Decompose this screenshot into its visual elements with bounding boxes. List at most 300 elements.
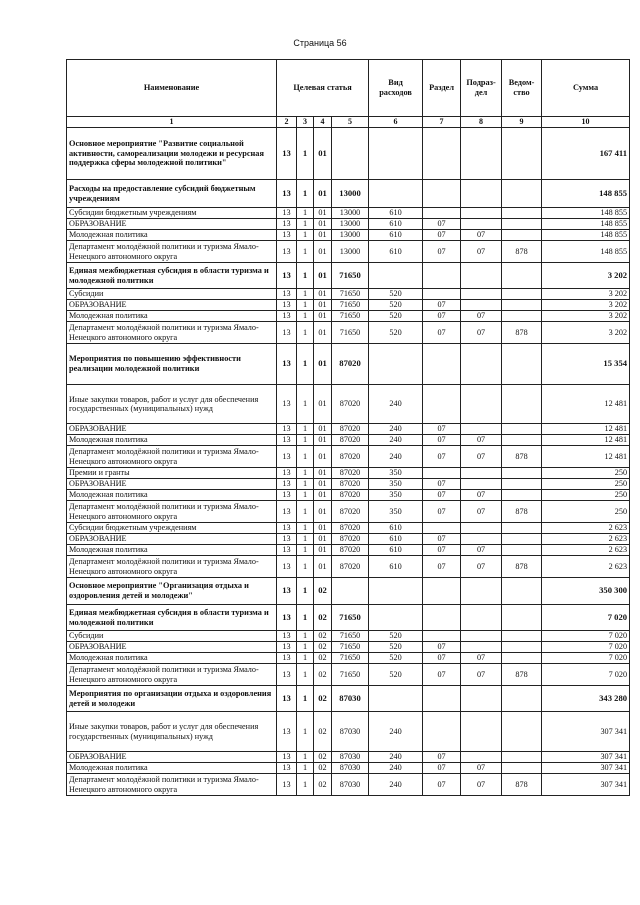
cell-name: ОБРАЗОВАНИЕ (67, 642, 277, 653)
table-row (67, 241, 630, 263)
cell-amount: 12 481 (542, 446, 630, 468)
cell-amount: 250 (542, 479, 630, 490)
column-number: 7 (423, 117, 461, 128)
cell-event: 01 (314, 241, 332, 263)
cell-name: Единая межбюджетная субсидия в области туризма и молодежной политики (67, 605, 277, 631)
cell-event: 01 (314, 180, 332, 208)
cell-department (502, 712, 542, 752)
cell-name: Субсидии бюджетным учреждениям (67, 523, 277, 534)
cell-expense-type: 520 (369, 653, 423, 664)
cell-amount: 7 020 (542, 664, 630, 686)
cell-section (423, 385, 461, 424)
cell-subprogram: 1 (297, 424, 314, 435)
cell-program: 13 (277, 605, 297, 631)
cell-event: 01 (314, 289, 332, 300)
column-number: 2 (277, 117, 297, 128)
cell-subsection: 07 (461, 241, 502, 263)
cell-name: Иные закупки товаров, работ и услуг для обеспечения государственных (муниципальных) нужд (67, 712, 277, 752)
cell-program: 13 (277, 208, 297, 219)
cell-expense-type: 520 (369, 631, 423, 642)
cell-subsection: 07 (461, 664, 502, 686)
column-number: 3 (297, 117, 314, 128)
cell-amount: 167 411 (542, 128, 630, 180)
cell-name: Единая межбюджетная субсидия в области туризма и молодежной политики (67, 263, 277, 289)
header-expense-type: Вид расходов (369, 60, 423, 117)
cell-direction: 71650 (332, 664, 369, 686)
cell-event: 01 (314, 468, 332, 479)
cell-subprogram: 1 (297, 385, 314, 424)
cell-direction: 87020 (332, 385, 369, 424)
cell-subsection: 07 (461, 230, 502, 241)
cell-section (423, 631, 461, 642)
cell-amount: 7 020 (542, 653, 630, 664)
cell-department (502, 686, 542, 712)
cell-program: 13 (277, 128, 297, 180)
cell-event: 02 (314, 605, 332, 631)
cell-subprogram: 1 (297, 642, 314, 653)
cell-section: 07 (423, 424, 461, 435)
table-row (67, 424, 630, 435)
cell-program: 13 (277, 763, 297, 774)
cell-section (423, 578, 461, 605)
cell-section: 07 (423, 300, 461, 311)
cell-expense-type (369, 578, 423, 605)
cell-direction: 71650 (332, 605, 369, 631)
cell-department (502, 424, 542, 435)
cell-subsection: 07 (461, 435, 502, 446)
cell-subsection (461, 180, 502, 208)
cell-expense-type: 520 (369, 664, 423, 686)
cell-program: 13 (277, 446, 297, 468)
header-amount: Сумма (542, 60, 630, 117)
table-row (67, 534, 630, 545)
cell-name: Молодежная политика (67, 435, 277, 446)
cell-program: 13 (277, 534, 297, 545)
cell-subprogram: 1 (297, 534, 314, 545)
cell-section: 07 (423, 664, 461, 686)
cell-amount: 3 202 (542, 263, 630, 289)
column-number: 10 (542, 117, 630, 128)
cell-section (423, 344, 461, 385)
cell-subsection: 07 (461, 545, 502, 556)
cell-subprogram: 1 (297, 578, 314, 605)
cell-subsection (461, 712, 502, 752)
cell-section (423, 523, 461, 534)
table-row (67, 653, 630, 664)
cell-amount: 2 623 (542, 545, 630, 556)
cell-department (502, 631, 542, 642)
cell-subprogram: 1 (297, 752, 314, 763)
cell-direction: 71650 (332, 289, 369, 300)
cell-subprogram: 1 (297, 523, 314, 534)
cell-name: Департамент молодёжной политики и туризма Ямало-Ненецкого автономного округа (67, 322, 277, 344)
cell-name: Молодежная политика (67, 763, 277, 774)
header-department: Ведом-ство (502, 60, 542, 117)
cell-section (423, 180, 461, 208)
table-row (67, 385, 630, 424)
cell-department: 878 (502, 241, 542, 263)
cell-amount: 2 623 (542, 556, 630, 578)
cell-department (502, 385, 542, 424)
cell-direction: 87020 (332, 501, 369, 523)
table-row (67, 605, 630, 631)
cell-expense-type: 610 (369, 241, 423, 263)
table-row (67, 344, 630, 385)
cell-name: Субсидии (67, 289, 277, 300)
cell-amount: 3 202 (542, 289, 630, 300)
cell-event: 02 (314, 631, 332, 642)
table-row (67, 479, 630, 490)
cell-subprogram: 1 (297, 712, 314, 752)
header-row (67, 60, 630, 117)
cell-department: 878 (502, 556, 542, 578)
cell-subsection (461, 263, 502, 289)
cell-section: 07 (423, 556, 461, 578)
cell-expense-type: 610 (369, 230, 423, 241)
cell-name: Премии и гранты (67, 468, 277, 479)
cell-department (502, 300, 542, 311)
cell-program: 13 (277, 653, 297, 664)
cell-direction: 71650 (332, 322, 369, 344)
cell-subprogram: 1 (297, 686, 314, 712)
cell-direction: 87020 (332, 556, 369, 578)
column-number: 5 (332, 117, 369, 128)
cell-name: ОБРАЗОВАНИЕ (67, 534, 277, 545)
cell-amount: 3 202 (542, 300, 630, 311)
cell-name: ОБРАЗОВАНИЕ (67, 219, 277, 230)
cell-expense-type: 240 (369, 774, 423, 796)
cell-direction: 87020 (332, 479, 369, 490)
cell-direction: 87020 (332, 523, 369, 534)
header-subsection: Подраз-дел (461, 60, 502, 117)
cell-department (502, 208, 542, 219)
cell-subsection (461, 424, 502, 435)
cell-program: 13 (277, 289, 297, 300)
cell-event: 01 (314, 300, 332, 311)
cell-section (423, 128, 461, 180)
cell-expense-type (369, 128, 423, 180)
cell-subsection: 07 (461, 774, 502, 796)
cell-event: 01 (314, 534, 332, 545)
cell-subprogram: 1 (297, 774, 314, 796)
cell-expense-type: 520 (369, 289, 423, 300)
cell-program: 13 (277, 385, 297, 424)
cell-subprogram: 1 (297, 289, 314, 300)
cell-subsection (461, 523, 502, 534)
cell-subprogram: 1 (297, 631, 314, 642)
cell-section: 07 (423, 311, 461, 322)
cell-name: Департамент молодёжной политики и туризма Ямало-Ненецкого автономного округа (67, 241, 277, 263)
cell-subsection: 07 (461, 501, 502, 523)
cell-program: 13 (277, 311, 297, 322)
cell-department (502, 578, 542, 605)
cell-subsection: 07 (461, 490, 502, 501)
cell-event: 01 (314, 479, 332, 490)
cell-department (502, 653, 542, 664)
cell-department (502, 523, 542, 534)
cell-event: 02 (314, 752, 332, 763)
cell-event: 01 (314, 490, 332, 501)
cell-program: 13 (277, 523, 297, 534)
cell-event: 01 (314, 545, 332, 556)
cell-program: 13 (277, 479, 297, 490)
cell-subprogram: 1 (297, 446, 314, 468)
cell-amount: 12 481 (542, 424, 630, 435)
cell-name: Молодежная политика (67, 653, 277, 664)
table-row (67, 230, 630, 241)
cell-section: 07 (423, 446, 461, 468)
cell-event: 01 (314, 311, 332, 322)
table-row (67, 712, 630, 752)
cell-amount: 148 855 (542, 230, 630, 241)
cell-direction: 71650 (332, 653, 369, 664)
cell-amount: 148 855 (542, 219, 630, 230)
cell-direction (332, 128, 369, 180)
cell-name: ОБРАЗОВАНИЕ (67, 300, 277, 311)
table-row (67, 686, 630, 712)
cell-department (502, 642, 542, 653)
cell-subsection (461, 219, 502, 230)
table-row (67, 219, 630, 230)
cell-amount: 7 020 (542, 642, 630, 653)
cell-event: 02 (314, 712, 332, 752)
cell-expense-type: 240 (369, 446, 423, 468)
cell-expense-type: 240 (369, 424, 423, 435)
cell-subsection (461, 578, 502, 605)
cell-direction: 71650 (332, 263, 369, 289)
cell-program: 13 (277, 180, 297, 208)
cell-section: 07 (423, 322, 461, 344)
cell-name: Основное мероприятие "Развитие социальной активности, самореализации молодежи и ресурсная поддержка сферы молодежной политики" (67, 128, 277, 180)
cell-department: 878 (502, 774, 542, 796)
cell-subsection (461, 752, 502, 763)
cell-event: 01 (314, 435, 332, 446)
cell-subprogram: 1 (297, 653, 314, 664)
cell-amount: 148 855 (542, 208, 630, 219)
column-number: 9 (502, 117, 542, 128)
table-row (67, 578, 630, 605)
cell-expense-type: 240 (369, 435, 423, 446)
cell-subprogram: 1 (297, 300, 314, 311)
table-row (67, 545, 630, 556)
cell-section: 07 (423, 774, 461, 796)
cell-program: 13 (277, 219, 297, 230)
cell-section (423, 208, 461, 219)
cell-amount: 12 481 (542, 385, 630, 424)
cell-subsection (461, 468, 502, 479)
cell-section: 07 (423, 241, 461, 263)
table-row (67, 490, 630, 501)
cell-section: 07 (423, 230, 461, 241)
cell-subprogram: 1 (297, 479, 314, 490)
cell-expense-type: 350 (369, 490, 423, 501)
cell-event: 02 (314, 664, 332, 686)
cell-name: Расходы на предоставление субсидий бюджетным учреждениям (67, 180, 277, 208)
cell-direction: 87030 (332, 774, 369, 796)
table-row (67, 208, 630, 219)
cell-expense-type: 240 (369, 752, 423, 763)
cell-department (502, 435, 542, 446)
cell-subprogram: 1 (297, 241, 314, 263)
cell-direction (332, 578, 369, 605)
header-target-article: Целевая статья (277, 60, 369, 117)
cell-amount: 250 (542, 501, 630, 523)
cell-name: Молодежная политика (67, 545, 277, 556)
cell-direction: 87030 (332, 712, 369, 752)
cell-event: 02 (314, 578, 332, 605)
cell-subprogram: 1 (297, 763, 314, 774)
table-row (67, 774, 630, 796)
cell-subprogram: 1 (297, 664, 314, 686)
cell-program: 13 (277, 774, 297, 796)
cell-expense-type: 520 (369, 300, 423, 311)
table-row (67, 446, 630, 468)
cell-subprogram: 1 (297, 556, 314, 578)
cell-event: 01 (314, 424, 332, 435)
cell-event: 01 (314, 344, 332, 385)
cell-program: 13 (277, 752, 297, 763)
cell-section (423, 605, 461, 631)
cell-subprogram: 1 (297, 180, 314, 208)
cell-department (502, 311, 542, 322)
header-section: Раздел (423, 60, 461, 117)
table-row (67, 289, 630, 300)
cell-subsection (461, 208, 502, 219)
cell-direction: 13000 (332, 241, 369, 263)
cell-amount: 15 354 (542, 344, 630, 385)
cell-program: 13 (277, 686, 297, 712)
cell-amount: 307 341 (542, 752, 630, 763)
cell-event: 02 (314, 653, 332, 664)
cell-expense-type: 610 (369, 523, 423, 534)
cell-direction: 13000 (332, 219, 369, 230)
cell-amount: 307 341 (542, 763, 630, 774)
cell-event: 02 (314, 763, 332, 774)
cell-event: 02 (314, 686, 332, 712)
table-row (67, 501, 630, 523)
column-number: 1 (67, 117, 277, 128)
table-row (67, 263, 630, 289)
cell-subsection (461, 344, 502, 385)
table-row (67, 468, 630, 479)
cell-program: 13 (277, 344, 297, 385)
cell-name: Департамент молодёжной политики и туризма Ямало-Ненецкого автономного округа (67, 664, 277, 686)
cell-department: 878 (502, 664, 542, 686)
cell-event: 01 (314, 446, 332, 468)
cell-amount: 12 481 (542, 435, 630, 446)
cell-direction: 87030 (332, 686, 369, 712)
cell-direction: 71650 (332, 311, 369, 322)
cell-direction: 71650 (332, 642, 369, 653)
cell-event: 02 (314, 774, 332, 796)
cell-name: Молодежная политика (67, 311, 277, 322)
column-number: 4 (314, 117, 332, 128)
cell-event: 01 (314, 128, 332, 180)
cell-event: 02 (314, 642, 332, 653)
cell-section (423, 468, 461, 479)
budget-table (66, 59, 630, 796)
cell-amount: 250 (542, 490, 630, 501)
cell-event: 01 (314, 523, 332, 534)
column-number-row (67, 117, 630, 128)
cell-direction: 13000 (332, 230, 369, 241)
cell-direction: 87020 (332, 344, 369, 385)
cell-section: 07 (423, 642, 461, 653)
cell-subsection: 07 (461, 653, 502, 664)
cell-subprogram: 1 (297, 490, 314, 501)
cell-amount: 7 020 (542, 631, 630, 642)
cell-name: Основное мероприятие "Организация отдыха и оздоровления детей и молодежи" (67, 578, 277, 605)
cell-direction: 87030 (332, 752, 369, 763)
cell-subsection: 07 (461, 556, 502, 578)
cell-program: 13 (277, 263, 297, 289)
cell-section (423, 263, 461, 289)
cell-name: Департамент молодёжной политики и туризма Ямало-Ненецкого автономного округа (67, 446, 277, 468)
cell-direction: 87020 (332, 534, 369, 545)
cell-name: Мероприятия по повышению эффективности реализации молодежной политики (67, 344, 277, 385)
cell-expense-type: 240 (369, 763, 423, 774)
table-row (67, 642, 630, 653)
cell-event: 01 (314, 322, 332, 344)
cell-expense-type: 520 (369, 642, 423, 653)
cell-event: 01 (314, 230, 332, 241)
cell-direction: 87020 (332, 545, 369, 556)
cell-event: 01 (314, 556, 332, 578)
column-number: 8 (461, 117, 502, 128)
cell-event: 01 (314, 208, 332, 219)
cell-name: Субсидии бюджетным учреждениям (67, 208, 277, 219)
cell-subsection (461, 686, 502, 712)
cell-section: 07 (423, 501, 461, 523)
cell-subsection (461, 605, 502, 631)
cell-program: 13 (277, 712, 297, 752)
cell-subprogram: 1 (297, 263, 314, 289)
cell-amount: 148 855 (542, 180, 630, 208)
cell-expense-type (369, 180, 423, 208)
cell-expense-type (369, 344, 423, 385)
cell-department (502, 752, 542, 763)
table-row (67, 523, 630, 534)
cell-section (423, 712, 461, 752)
cell-expense-type: 520 (369, 311, 423, 322)
cell-department: 878 (502, 322, 542, 344)
cell-section: 07 (423, 752, 461, 763)
cell-department (502, 763, 542, 774)
cell-department (502, 605, 542, 631)
cell-department (502, 344, 542, 385)
cell-department (502, 490, 542, 501)
cell-program: 13 (277, 664, 297, 686)
cell-name: Департамент молодёжной политики и туризма Ямало-Ненецкого автономного округа (67, 501, 277, 523)
cell-direction: 71650 (332, 300, 369, 311)
table-row (67, 311, 630, 322)
cell-subprogram: 1 (297, 230, 314, 241)
cell-subsection (461, 479, 502, 490)
cell-subprogram: 1 (297, 435, 314, 446)
cell-department (502, 230, 542, 241)
cell-amount: 2 623 (542, 534, 630, 545)
cell-direction: 87030 (332, 763, 369, 774)
cell-expense-type: 610 (369, 556, 423, 578)
cell-program: 13 (277, 300, 297, 311)
cell-department (502, 219, 542, 230)
table-row (67, 128, 630, 180)
cell-subprogram: 1 (297, 501, 314, 523)
cell-name: Иные закупки товаров, работ и услуг для обеспечения государственных (муниципальных) нужд (67, 385, 277, 424)
cell-direction: 13000 (332, 180, 369, 208)
cell-subsection (461, 385, 502, 424)
cell-program: 13 (277, 490, 297, 501)
